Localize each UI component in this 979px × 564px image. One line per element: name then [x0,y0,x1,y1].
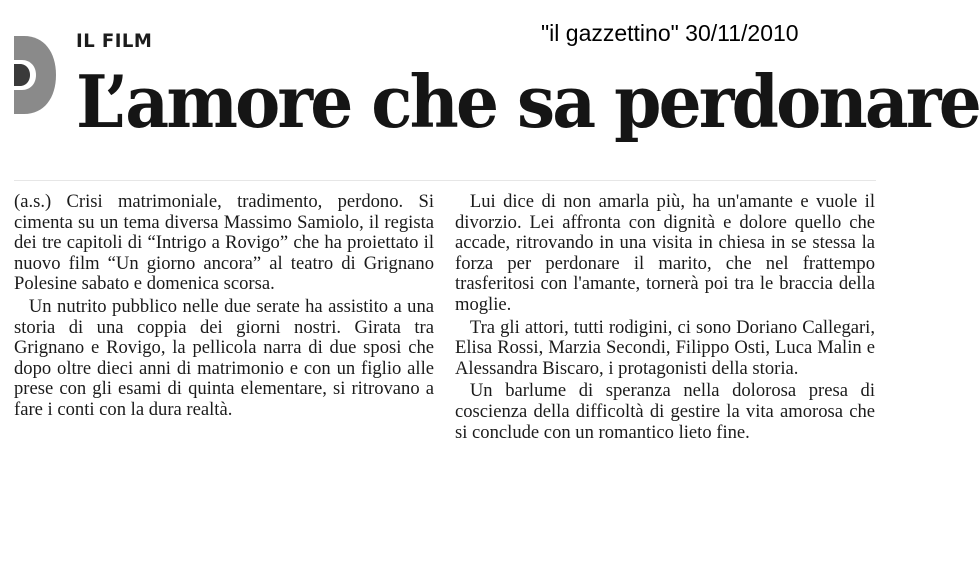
section-logo-icon [10,34,58,116]
article-column-left [14,192,434,423]
paragraph: Tra gli attori, tutti rodigini, ci sono Doriano Callegari, Elisa Rossi, Marzia Secondi, Filippo Osti, Luca Malin e Alessandra Biscaro, i protagonisti della storia. [455,316,875,379]
divider [14,180,876,181]
source-citation: "il gazzettino" 30/11/2010 [541,20,799,46]
paragraph: Un nutrito pubblico nelle due serate ha assistito a una storia di una coppia dei giorni nostri. Girata tra Grignano e Rovigo, la pellicola narra di due sposi che dopo oltre dieci anni di matrimonio e con un figlio alle prese con gli esami di quinta elementare, si ritrovano a fare i conti con la dura realtà. [14,295,434,420]
paragraph: Lui dice di non amarla più, ha un'amante e vuole il divorzio. Lei affronta con dignità e dolore quello che accade, ritrovando in una visita in chiesa in se stessa la forza per perdonare il marito, che nel frattempo trasferitosi con l'amante, tornerà poi tra le braccia della moglie. [455,191,875,315]
headline: L’amore che sa perdonare [76,59,979,144]
paragraph: Un barlume di speranza nella dolorosa presa di coscienza della difficoltà di gestire la vita amorosa che si conclude con un romantico lieto fine. [455,380,875,443]
section-label: IL FILM [76,30,153,52]
article-column-right [455,192,875,445]
paragraph: (a.s.) Crisi matrimoniale, tradimento, perdono. Si cimenta su un tema diversa Massimo Samiolo, il regista dei tre capitoli di “Intrigo a Rovigo” che ha proiettato il nuovo film “Un giorno ancora” al teatro di Grignano Polesine sabato e domenica scorsa. [14,191,434,295]
